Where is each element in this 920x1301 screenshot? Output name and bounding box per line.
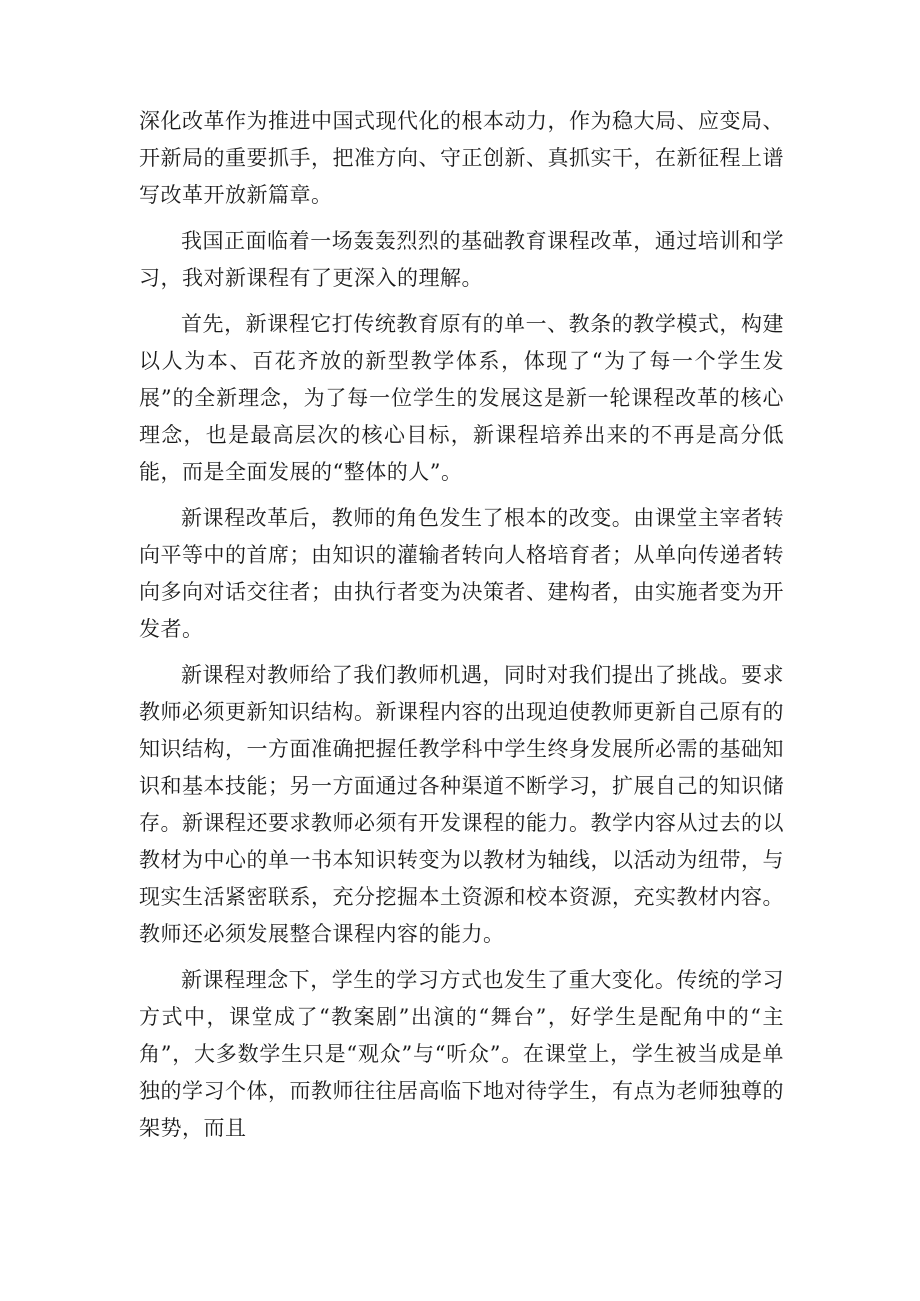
document-page bbox=[139, 103, 784, 1156]
paragraph-reform-intro: 深化改革作为推进中国式现代化的根本动力，作为稳大局、应变局、开新局的重要抓手，把准方向、守正创新、真抓实干，在新征程上谱写改革开放新篇章。 bbox=[139, 109, 784, 207]
paragraph-learning-style: 新课程理念下，学生的学习方式也发生了重大变化。传统的学习方式中，课堂成了“教案剧”出演的“舞台”，好学生是配角中的“主角”，大多数学生只是“观众”与“听众”。在课堂上，学生被当成是单独的学习个体，而教师往往居高临下地对待学生，有点为老师独尊的架势，而且 bbox=[139, 968, 784, 1140]
paragraph-new-curriculum-concept: 首先，新课程它打传统教育原有的单一、教条的教学模式，构建以人为本、百花齐放的新型教学体系，体现了“为了每一个学生发展”的全新理念，为了每一位学生的发展这是新一轮课程改革的核心理念，也是最高层次的核心目标，新课程培养出来的不再是高分低能，而是全面发展的“整体的人”。 bbox=[139, 312, 784, 484]
paragraph-teacher-challenge: 新课程对教师给了我们教师机遇，同时对我们提出了挑战。要求教师必须更新知识结构。新课程内容的出现迫使教师更新自己原有的知识结构，一方面准确把握任教学科中学生终身发展所必需的基础知识和基本技能；另一方面通过各种渠道不断学习，扩展自己的知识储存。新课程还要求教师必须有开发课程的能力。教学内容从过去的以教材为中心的单一书本知识转变为以教材为轴线，以活动为纽带，与现实生活紧密联系，充分挖掘本土资源和校本资源，充实教材内容。教师还必须发展整合课程内容的能力。 bbox=[139, 663, 784, 946]
paragraph-curriculum-reform: 我国正面临着一场轰轰烈烈的基础教育课程改革，通过培训和学习，我对新课程有了更深入的理解。 bbox=[139, 229, 784, 290]
paragraph-teacher-role: 新课程改革后，教师的角色发生了根本的改变。由课堂主宰者转向平等中的首席；由知识的灌输者转向人格培育者；从单向传递者转向多向对话交往者；由执行者变为决策者、建构者，由实施者变为开发者。 bbox=[139, 506, 784, 641]
